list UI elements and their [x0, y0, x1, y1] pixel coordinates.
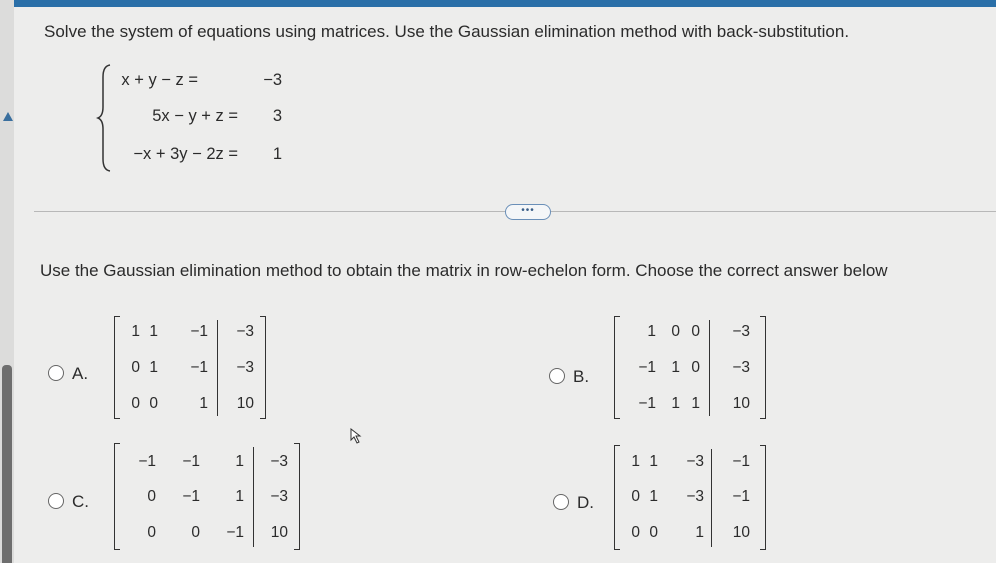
- cell: 0: [131, 359, 140, 376]
- cell: −1: [182, 453, 200, 470]
- equation-3-lhs: −x + 3y − 2z =: [133, 145, 238, 163]
- right-bracket: [760, 316, 766, 419]
- cell: −1: [732, 488, 750, 505]
- option-d-letter[interactable]: D.: [577, 493, 594, 512]
- cell: −3: [236, 359, 254, 376]
- cell: −3: [270, 488, 288, 505]
- option-b-matrix[interactable]: [614, 316, 766, 420]
- cell: −1: [190, 359, 208, 376]
- cell: −1: [190, 323, 208, 340]
- option-b-radio[interactable]: [549, 368, 565, 384]
- cell: 0: [147, 488, 156, 505]
- more-button[interactable]: •••: [505, 204, 551, 220]
- cell: 1: [149, 359, 158, 376]
- augment-line: [253, 447, 254, 547]
- cell: −3: [686, 488, 704, 505]
- instruction-text: Use the Gaussian elimination method to obtain the matrix in row-echelon form. Choose the correct answer below: [40, 261, 888, 280]
- right-bracket: [760, 445, 766, 550]
- left-brace-icon: [96, 63, 116, 173]
- cell: 0: [149, 395, 158, 412]
- cell: 0: [191, 524, 200, 541]
- cell: 0: [631, 524, 640, 541]
- option-d-matrix[interactable]: [614, 445, 766, 551]
- collapse-arrow-icon[interactable]: [3, 112, 13, 121]
- cell: 1: [647, 323, 656, 340]
- augment-line: [711, 449, 712, 547]
- cell: 0: [671, 323, 680, 340]
- cell: 10: [732, 524, 750, 541]
- augment-line: [217, 320, 218, 416]
- cell: 1: [199, 395, 208, 412]
- cell: −1: [732, 453, 750, 470]
- cell: −1: [182, 488, 200, 505]
- cell: 10: [236, 395, 254, 412]
- scrollbar-thumb[interactable]: [2, 365, 12, 563]
- cell: 0: [691, 359, 700, 376]
- cell: 1: [631, 453, 640, 470]
- cell: −1: [226, 524, 244, 541]
- option-c-matrix[interactable]: [114, 443, 300, 551]
- left-bracket: [614, 316, 620, 419]
- cell: 1: [649, 453, 658, 470]
- cell: −3: [686, 453, 704, 470]
- cell: 1: [671, 359, 680, 376]
- cell: 0: [649, 524, 658, 541]
- cell: −3: [732, 359, 750, 376]
- right-bracket: [260, 316, 266, 419]
- cell: 1: [649, 488, 658, 505]
- cell: 10: [732, 395, 750, 412]
- top-bar: [0, 0, 996, 7]
- cell: 1: [671, 395, 680, 412]
- cell: 1: [235, 453, 244, 470]
- cell: 0: [147, 524, 156, 541]
- equation-3-rhs: 1: [272, 145, 282, 163]
- cell: 1: [695, 524, 704, 541]
- option-a-radio[interactable]: [48, 365, 64, 381]
- cell: −1: [638, 359, 656, 376]
- option-c-radio[interactable]: [48, 493, 64, 509]
- equation-1-rhs: −3: [263, 71, 282, 89]
- question-prompt: Solve the system of equations using matrices. Use the Gaussian elimination method with back-substitution.: [44, 22, 850, 41]
- option-a-letter[interactable]: A.: [72, 364, 89, 383]
- cell: 0: [631, 488, 640, 505]
- cell: 1: [691, 395, 700, 412]
- left-bracket: [114, 443, 120, 550]
- cell: 1: [235, 488, 244, 505]
- cell: 1: [131, 323, 140, 340]
- mouse-cursor-icon: [348, 428, 364, 446]
- cell: −3: [732, 323, 750, 340]
- right-bracket: [294, 443, 300, 550]
- cell: −1: [638, 395, 656, 412]
- equation-2-lhs: 5x − y + z =: [152, 107, 238, 125]
- option-a-matrix[interactable]: [114, 316, 266, 420]
- equation-system: [96, 63, 296, 173]
- cell: −1: [138, 453, 156, 470]
- cell: −3: [236, 323, 254, 340]
- augment-line: [709, 320, 710, 416]
- equation-1-lhs: x + y − z =: [121, 71, 198, 89]
- cell: 0: [691, 323, 700, 340]
- cell: 10: [270, 524, 288, 541]
- option-b-letter[interactable]: B.: [573, 367, 590, 386]
- cell: −3: [270, 453, 288, 470]
- option-c-letter[interactable]: C.: [72, 492, 89, 511]
- option-d-radio[interactable]: [553, 494, 569, 510]
- equation-2-rhs: 3: [272, 107, 282, 125]
- cell: 1: [149, 323, 158, 340]
- cell: 0: [131, 395, 140, 412]
